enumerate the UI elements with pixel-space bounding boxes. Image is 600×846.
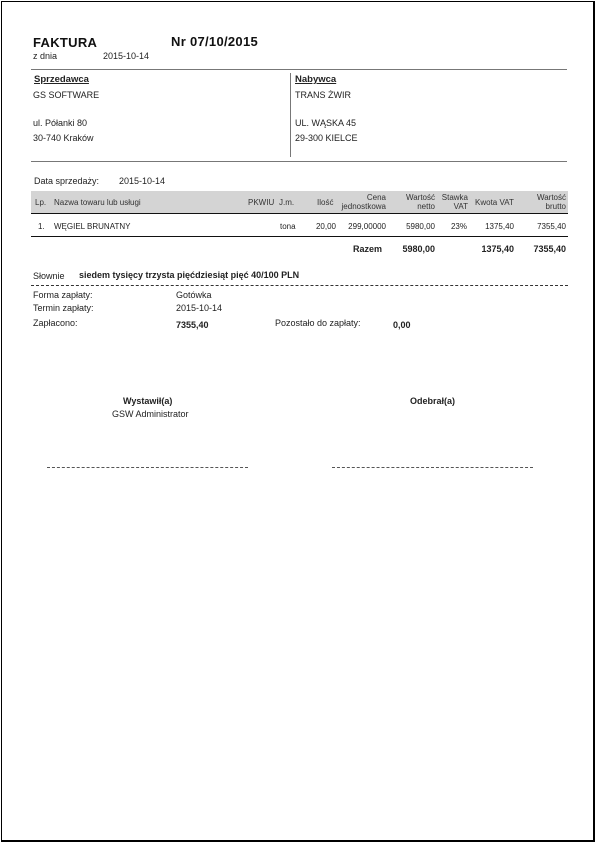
col-price-line2: jednostkowa — [341, 202, 386, 211]
col-net-line1: Wartość — [405, 193, 435, 202]
paid-value: 7355,40 — [176, 320, 209, 330]
col-qty: Ilość — [317, 198, 334, 207]
row-underline — [31, 236, 568, 237]
party-divider — [290, 73, 291, 157]
buyer-heading: Nabywca — [295, 74, 337, 85]
sale-date-value: 2015-10-14 — [119, 176, 166, 186]
divider — [31, 161, 567, 162]
col-price-line1: Cena — [366, 193, 386, 202]
buyer-street: UL. WĄSKA 45 — [295, 118, 357, 128]
col-gross-line1: Wartość — [536, 193, 566, 202]
seller-city: 30-740 Kraków — [33, 133, 94, 143]
cell-vat-amount: 1375,40 — [485, 222, 514, 231]
col-name: Nazwa towaru lub usługi — [54, 198, 141, 207]
buyer-city: 29-300 KIELCE — [295, 133, 358, 143]
col-vat-rate — [436, 193, 468, 211]
payment-due-value: 2015-10-14 — [176, 303, 223, 313]
issuer-signature-line — [47, 467, 248, 468]
in-words-value: siedem tysięcy trzysta pięćdziesiąt pięć 40/100 PLN — [79, 270, 300, 280]
cell-net: 5980,00 — [406, 222, 435, 231]
cell-unit: tona — [280, 222, 296, 231]
col-vat-rate-line2: VAT — [453, 202, 468, 211]
sale-date-label: Data sprzedaży: — [34, 176, 100, 186]
cell-gross: 7355,40 — [537, 222, 566, 231]
cell-price: 299,00000 — [348, 222, 386, 231]
header-underline — [31, 213, 568, 214]
dashed-divider — [31, 285, 568, 286]
receiver-label: Odebrał(a) — [410, 396, 456, 406]
col-gross — [525, 193, 566, 211]
totals-label: Razem — [353, 244, 383, 254]
cell-vat-rate: 23% — [450, 222, 467, 231]
buyer-name: TRANS ŻWIR — [295, 90, 351, 100]
col-unit: J.m. — [279, 198, 295, 207]
seller-name: GS SOFTWARE — [33, 90, 100, 100]
col-gross-line2: brutto — [545, 202, 566, 211]
col-pkwiu: PKWIU — [248, 198, 275, 207]
in-words-label: Słownie — [33, 271, 65, 281]
remaining-label: Pozostało do zapłaty: — [275, 318, 361, 328]
col-price — [336, 193, 386, 211]
payment-method-label: Forma zapłaty: — [33, 290, 93, 300]
issuer-name: GSW Administrator — [112, 409, 189, 419]
cell-name: WĘGIEL BRUNATNY — [54, 222, 131, 231]
payment-method-value: Gotówka — [176, 290, 212, 300]
receiver-signature-line — [332, 467, 533, 468]
col-net — [390, 193, 435, 211]
divider — [31, 69, 567, 70]
paid-label: Zapłacono: — [33, 318, 78, 328]
totals-gross: 7355,40 — [533, 244, 566, 254]
col-vat-amount: Kwota VAT — [475, 198, 514, 207]
issue-date-value: 2015-10-14 — [103, 51, 150, 61]
document-type: FAKTURA — [33, 35, 98, 50]
totals-net: 5980,00 — [402, 244, 435, 254]
remaining-value: 0,00 — [393, 320, 411, 330]
cell-lp: 1. — [38, 222, 45, 231]
issuer-label: Wystawił(a) — [123, 396, 173, 406]
col-lp: Lp. — [35, 198, 47, 207]
seller-heading: Sprzedawca — [34, 74, 89, 85]
issue-date-label: z dnia — [33, 51, 58, 61]
invoice-number: Nr 07/10/2015 — [171, 34, 259, 49]
cell-qty: 20,00 — [315, 222, 336, 231]
totals-vat-amount: 1375,40 — [481, 244, 514, 254]
payment-due-label: Termin zapłaty: — [33, 303, 94, 313]
seller-street: ul. Półanki 80 — [33, 118, 88, 128]
col-vat-rate-line1: Stawka — [441, 193, 468, 202]
col-net-line2: netto — [417, 202, 435, 211]
